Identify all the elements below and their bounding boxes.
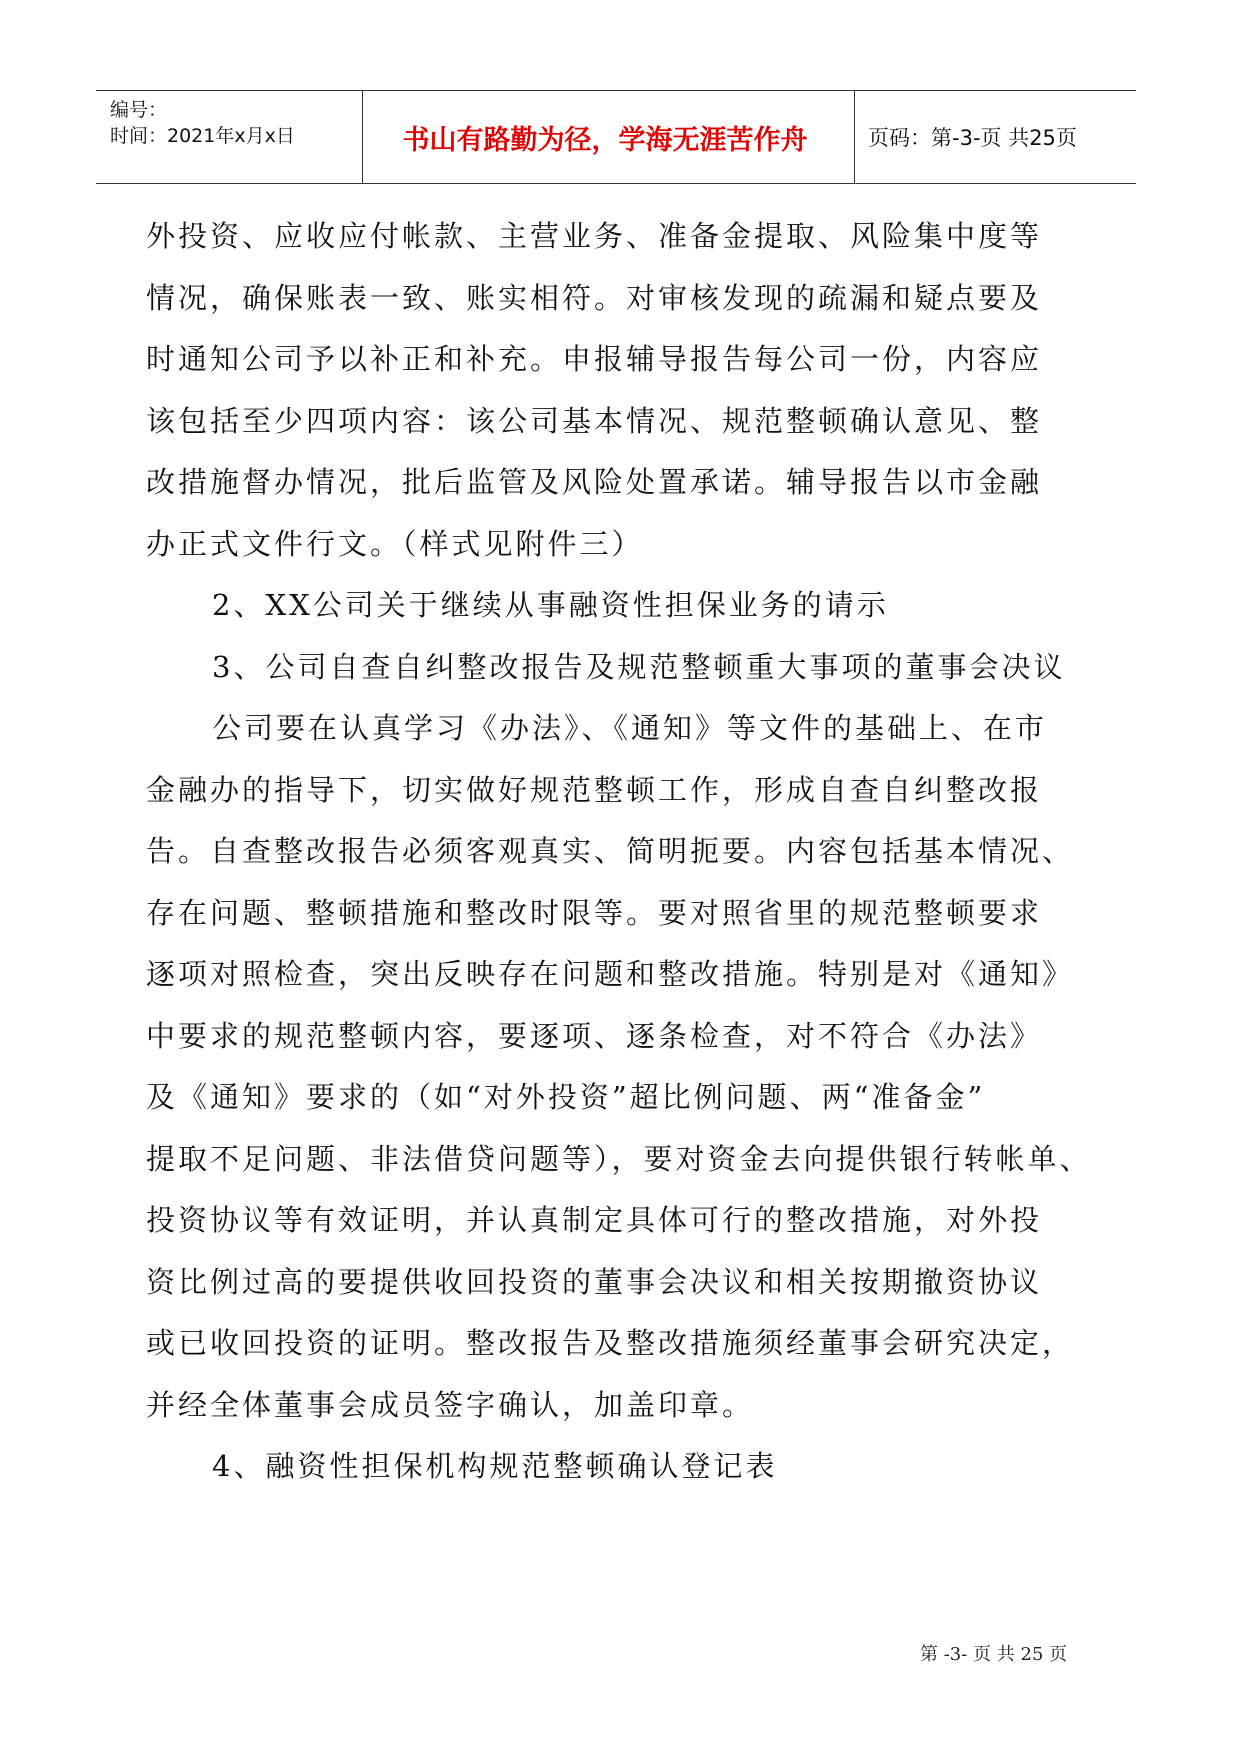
header-motto: 书山有路勤为径，学海无涯苦作舟 — [402, 124, 808, 156]
body-line: 改措施督办情况，批后监管及风险处置承诺。辅导报告以市金融 — [146, 465, 1043, 499]
body-line: 办正式文件行文。（样式见附件三） — [146, 526, 644, 561]
body-line: 提取不足问题、非法借贷问题等），要对资金去向提供银行转帐单、 — [146, 1141, 1092, 1176]
body-line: 告。自查整改报告必须客观真实、简明扼要。内容包括基本情况、 — [146, 834, 1075, 868]
page-header — [96, 90, 1136, 184]
header-meta — [110, 91, 356, 183]
body-line: 情况，确保账表一致、账实相符。对审核发现的疏漏和疑点要及 — [146, 280, 1043, 315]
body-line: 投资协议等有效证明，并认真制定具体可行的整改措施，对外投 — [146, 1203, 1043, 1237]
body-line: 或已收回投资的证明。整改报告及整改措施须经董事会研究决定， — [146, 1326, 1075, 1360]
body-line: 逐项对照检查，突出反映存在问题和整改措施。特别是对《通知》 — [146, 957, 1075, 991]
body-line: 金融办的指导下，切实做好规范整顿工作，形成自查自纠整改报 — [146, 772, 1043, 807]
body-line: 公司要在认真学习《办法》、《通知》等文件的基础上、在市 — [212, 711, 1048, 745]
body-line: 中要求的规范整顿内容，要逐项、逐条检查，对不符合《办法》 — [146, 1018, 1043, 1053]
document-body — [146, 216, 1106, 1508]
list-item: 3、公司自查自纠整改报告及规范整顿重大事项的董事会决议 — [212, 649, 1066, 684]
time-label: 时间：2021年x月x日 — [110, 125, 295, 147]
body-line: 存在问题、整顿措施和整改时限等。要对照省里的规范整顿要求 — [146, 895, 1043, 930]
page-footer: 第 -3- 页 共 25 页 — [920, 1644, 1068, 1665]
header-page-info: 页码：第-3-页 共25页 — [868, 126, 1077, 150]
body-line: 资比例过高的要提供收回投资的董事会决议和相关按期撤资协议 — [146, 1264, 1043, 1299]
number-label: 编号： — [110, 99, 168, 121]
body-line: 外投资、应收应付帐款、主营业务、准备金提取、风险集中度等 — [146, 219, 1043, 253]
body-line: 该包括至少四项内容：该公司基本情况、规范整顿确认意见、整 — [146, 403, 1043, 438]
list-item: 2、XX公司关于继续从事融资性担保业务的请示 — [212, 588, 889, 622]
list-item: 4、融资性担保机构规范整顿确认登记表 — [212, 1449, 778, 1483]
body-line: 及《通知》要求的（如“对外投资”超比例问题、两“准备金” — [146, 1080, 986, 1114]
body-line: 时通知公司予以补正和补充。申报辅导报告每公司一份，内容应 — [146, 342, 1043, 376]
body-line: 并经全体董事会成员签字确认，加盖印章。 — [146, 1387, 755, 1422]
